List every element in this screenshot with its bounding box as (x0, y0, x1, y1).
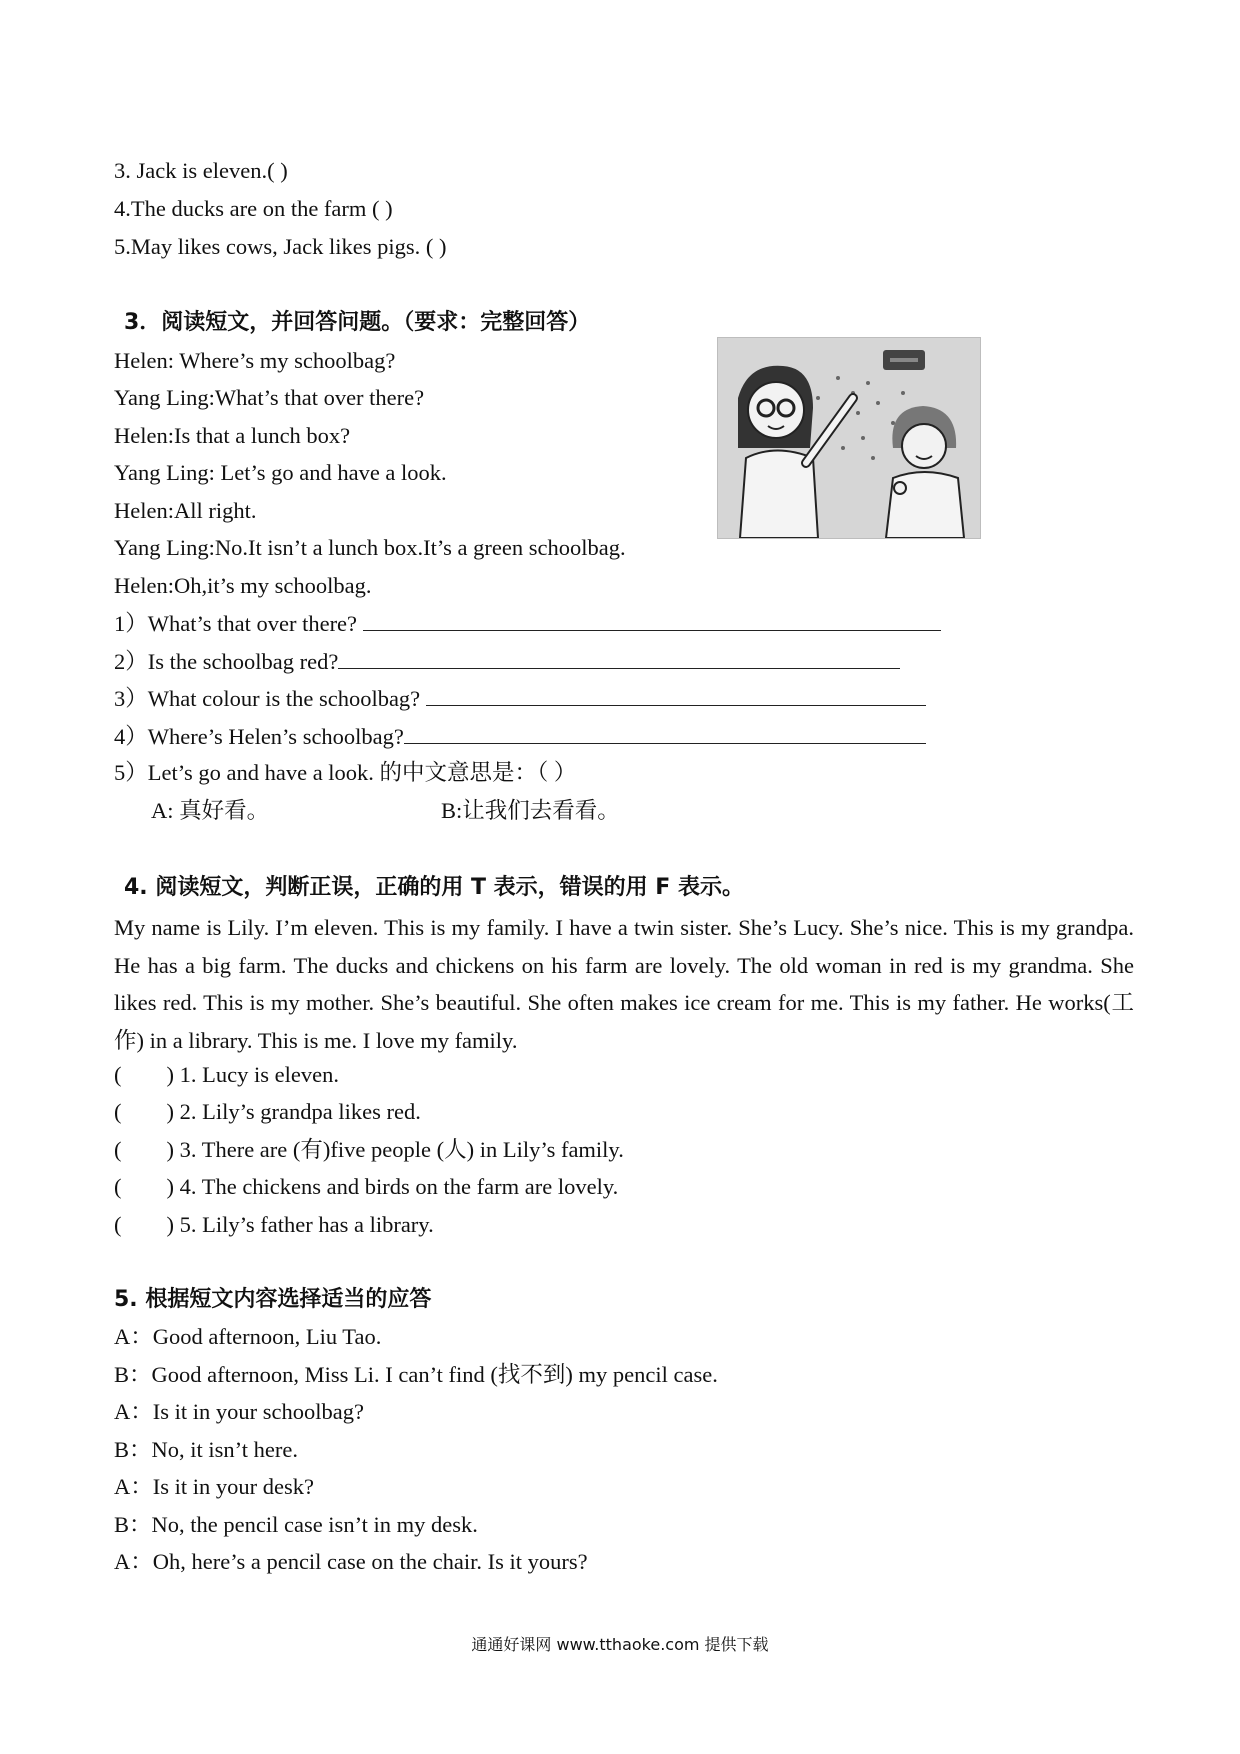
answer-blank-4[interactable] (404, 721, 926, 744)
dialogue-line: Yang Ling:What’s that over there? (114, 385, 425, 410)
answer-paren[interactable]: ( ) (114, 1137, 174, 1162)
dialogue-line: Yang Ling: Let’s go and have a look. (114, 460, 447, 485)
tf-item: ( ) 1. Lucy is eleven. (114, 1062, 339, 1087)
dialogue-line: A：Is it in your schoolbag? (114, 1399, 364, 1424)
tf-item: ( ) 2. Lily’s grandpa likes red. (114, 1099, 421, 1124)
prev-item-5: 5.May likes cows, Jack likes pigs. ( ) (114, 234, 447, 259)
option-b: B:让我们去看看。 (441, 798, 620, 823)
dialogue-line: Yang Ling:No.It isn’t a lunch box.It’s a green schoolbag. (114, 535, 626, 560)
dialogue-line: Helen:All right. (114, 498, 257, 523)
prev-item-3: 3. Jack is eleven.( ) (114, 158, 288, 183)
answer-paren[interactable]: ( ) (114, 1174, 174, 1199)
answer-blank-3[interactable] (426, 683, 926, 706)
question-3: 3）What colour is the schoolbag? (114, 683, 926, 714)
illustration-girls-schoolbag (717, 337, 981, 539)
section4-heading: 4. 阅读短文，判断正误，正确的用 T 表示，错误的用 F 表示。 (124, 875, 744, 900)
option-a: A: 真好看。 (151, 798, 270, 823)
dialogue-line: Helen:Oh,it’s my schoolbag. (114, 573, 372, 598)
dialogue-line: B：No, the pencil case isn’t in my desk. (114, 1512, 478, 1537)
section4-passage: My name is Lily. I’m eleven. This is my family. I have a twin sister. She’s Lucy. She’s nice. This is my grandpa. He has a big farm. The ducks and chickens on his farm are lovely. The old woman in red is my grandma. She likes red. This is my mother. She’s beautiful. She often makes ice cream for me. This is my father. He works(工作) in a library. This is me. I love my family. (114, 915, 1134, 1053)
answer-blank-1[interactable] (363, 608, 941, 631)
question-5: 5）Let’s go and have a look. 的中文意思是：（ ） (114, 760, 577, 785)
answer-paren[interactable]: ( ) (114, 1212, 174, 1237)
tf-item: ( ) 3. There are (有)five people (人) in Lily’s family. (114, 1137, 624, 1162)
tf-item: ( ) 5. Lily’s father has a library. (114, 1212, 434, 1237)
question-1: 1）What’s that over there? (114, 608, 941, 639)
dialogue-line: Helen:Is that a lunch box? (114, 423, 351, 448)
section5-heading: 5. 根据短文内容选择适当的应答 (114, 1287, 432, 1312)
answer-paren[interactable]: ( ) (114, 1062, 174, 1087)
prev-item-4: 4.The ducks are on the farm ( ) (114, 196, 393, 221)
dialogue-line: A：Good afternoon, Liu Tao. (114, 1324, 382, 1349)
dialogue-line: B：No, it isn’t here. (114, 1437, 298, 1462)
dialogue-line: B：Good afternoon, Miss Li. I can’t find (找不到) my pencil case. (114, 1362, 718, 1387)
question-2: 2）Is the schoolbag red? (114, 646, 900, 677)
page-footer: 通通好课网 www.tthaoke.com 提供下载 (471, 1635, 769, 1654)
answer-blank-2[interactable] (338, 646, 900, 669)
question-4: 4）Where’s Helen’s schoolbag? (114, 721, 926, 752)
dialogue-line: Helen: Where’s my schoolbag? (114, 348, 396, 373)
section3-heading: 3．阅读短文，并回答问题。（要求：完整回答） (124, 310, 591, 335)
dialogue-line: A：Oh, here’s a pencil case on the chair. Is it yours? (114, 1549, 588, 1574)
dialogue-line: A：Is it in your desk? (114, 1474, 314, 1499)
answer-paren[interactable]: ( ) (114, 1099, 174, 1124)
tf-item: ( ) 4. The chickens and birds on the farm are lovely. (114, 1174, 619, 1199)
